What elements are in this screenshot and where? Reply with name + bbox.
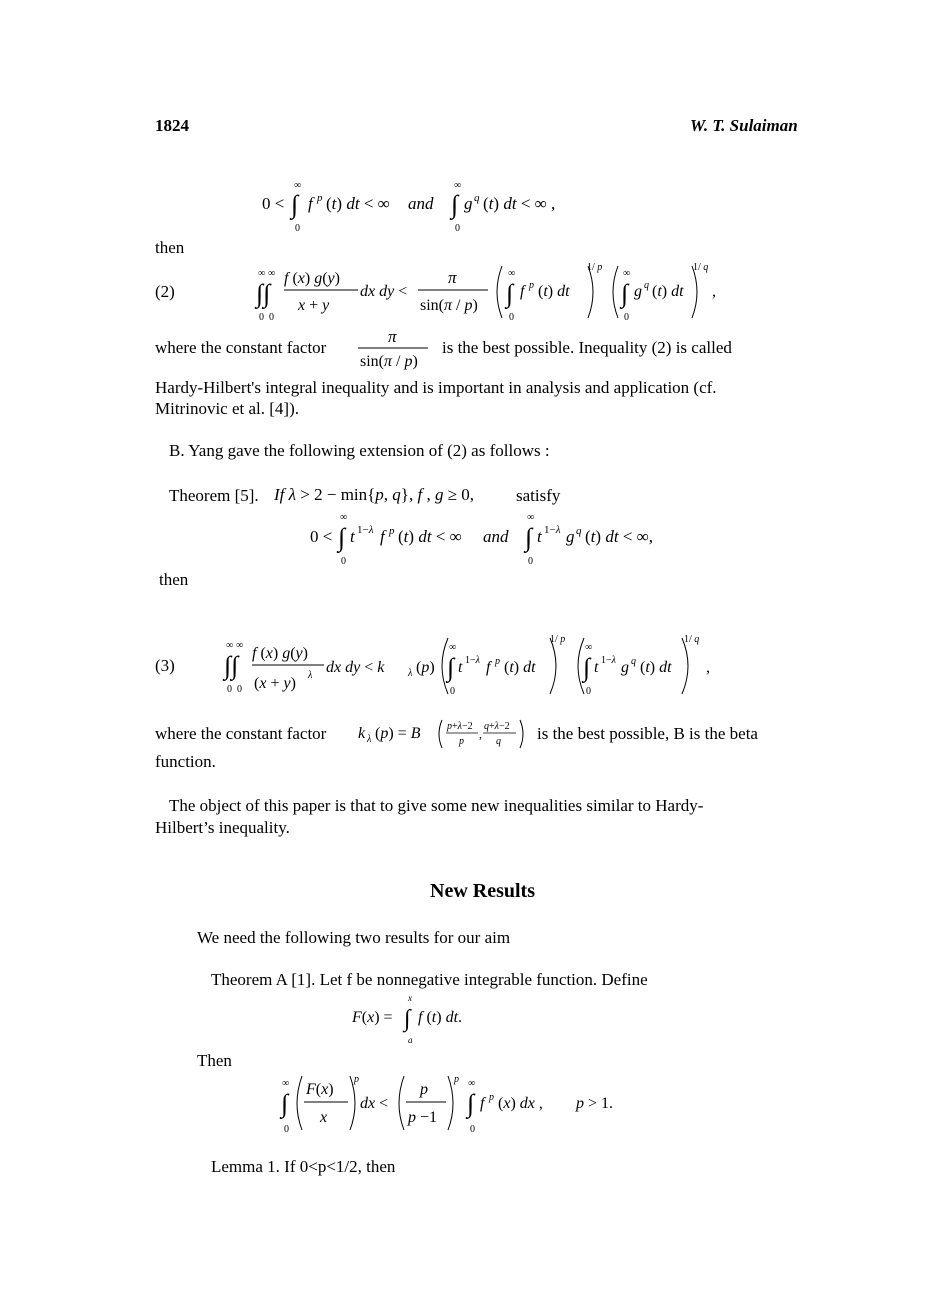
svg-text:1−λ: 1−λ xyxy=(601,655,616,666)
svg-text:p: p xyxy=(454,1074,459,1085)
svg-text:0: 0 xyxy=(470,1124,475,1135)
svg-text:p: p xyxy=(459,736,464,747)
constant-factor-fraction xyxy=(356,326,436,370)
svg-text:0: 0 xyxy=(624,312,629,323)
svg-text:q: q xyxy=(576,525,582,537)
svg-text:0: 0 xyxy=(528,556,533,566)
constant-factor-2-pre: where the constant factor xyxy=(155,724,327,743)
svg-text:sin(π / p): sin(π / p) xyxy=(360,353,418,370)
upper-limit: ∞ xyxy=(294,180,302,191)
svg-text:p: p xyxy=(489,1092,494,1103)
svg-text:f (t) dt.: f (t) dt. xyxy=(418,1009,463,1026)
section-heading: New Results xyxy=(430,880,535,902)
svg-text:sin(π / p): sin(π / p) xyxy=(420,297,478,314)
eq-label-2: (2) xyxy=(155,282,175,301)
yang-inequality xyxy=(220,630,720,700)
svg-text:f: f xyxy=(486,659,491,676)
svg-text:(t) dt: (t) dt xyxy=(504,659,536,676)
paragraph-line: Hardy-Hilbert's integral inequality and is important in analysis and application (cf. xyxy=(155,378,717,397)
svg-text:q+λ−2: q+λ−2 xyxy=(484,721,510,732)
lower-limit: 0 xyxy=(295,223,300,234)
svg-text:p > 1.: p > 1. xyxy=(576,1095,614,1112)
svg-text:q: q xyxy=(496,736,501,747)
constant-factor-pre: where the constant factor xyxy=(155,338,327,357)
svg-text:0: 0 xyxy=(341,556,346,566)
lemma-1: Lemma 1. If 0<p<1/2, then xyxy=(211,1157,396,1176)
svg-text:1/ p: 1/ p xyxy=(550,634,566,645)
svg-text:π: π xyxy=(388,327,397,346)
svg-text:dx dy < k: dx dy < k xyxy=(326,659,385,676)
svg-text:0: 0 xyxy=(455,223,460,234)
svg-text:∫: ∫ xyxy=(583,653,591,682)
svg-text:∞: ∞ xyxy=(268,268,276,279)
svg-text:f: f xyxy=(520,283,525,300)
svg-text:π: π xyxy=(448,268,457,287)
svg-text:∫: ∫ xyxy=(506,279,514,308)
svg-text:(t) dt < ∞,: (t) dt < ∞, xyxy=(585,527,654,546)
svg-text:F(x) =: F(x) = xyxy=(352,1009,393,1026)
theorem-5-label: Theorem [5]. xyxy=(169,486,259,505)
svg-text:∞: ∞ xyxy=(226,640,234,651)
svg-text:t: t xyxy=(537,527,542,546)
svg-text:0: 0 xyxy=(227,684,232,695)
svg-text:(t) dt < ∞ ,: (t) dt < ∞ , xyxy=(483,194,556,213)
svg-text:∞: ∞ xyxy=(527,512,535,523)
svg-text:F(x): F(x) xyxy=(306,1081,334,1098)
svg-text:x + y: x + y xyxy=(298,297,330,314)
svg-text:(p): (p) xyxy=(416,659,435,676)
svg-text:∫: ∫ xyxy=(338,523,346,552)
svg-text:p: p xyxy=(389,525,395,537)
svg-text:∫: ∫ xyxy=(621,279,629,308)
svg-text:1−λ: 1−λ xyxy=(465,655,480,666)
running-author: W. T. Sulaiman xyxy=(690,116,798,135)
svg-text:(x) dx ,: (x) dx , xyxy=(498,1095,543,1112)
paragraph-line: The object of this paper is that to give some new inequalities similar to Hardy- xyxy=(169,796,704,815)
svg-text:,: , xyxy=(712,283,716,300)
svg-text:1/ q: 1/ q xyxy=(684,634,700,645)
svg-text:f: f xyxy=(308,194,313,213)
svg-text:q: q xyxy=(631,656,636,667)
svg-text:dx <: dx < xyxy=(360,1095,389,1112)
svg-text:∞: ∞ xyxy=(258,268,266,279)
svg-text:∫: ∫ xyxy=(525,523,533,552)
svg-text:x: x xyxy=(320,1109,328,1126)
svg-text:g: g xyxy=(566,527,575,546)
function-word: function. xyxy=(155,752,216,771)
svg-text:∫: ∫ xyxy=(451,190,459,219)
svg-text:1−λ: 1−λ xyxy=(544,524,561,536)
svg-text:0: 0 xyxy=(284,1124,289,1135)
paragraph-line: Hilbert’s inequality. xyxy=(155,818,290,837)
hardy-hilbert-inequality xyxy=(250,258,720,326)
then-2: then xyxy=(159,570,189,589)
svg-text:f: f xyxy=(480,1095,485,1112)
svg-text:q: q xyxy=(644,280,649,291)
svg-text:∞: ∞ xyxy=(585,642,593,653)
paragraph-line: Mitrinovic et al. [4]). xyxy=(155,399,299,418)
svg-text:and: and xyxy=(483,527,509,546)
eq-lead: 0 < xyxy=(262,194,285,213)
svg-text:x: x xyxy=(408,993,412,1003)
svg-text:0: 0 xyxy=(237,684,242,695)
svg-text:∞: ∞ xyxy=(236,640,244,651)
svg-text:∞: ∞ xyxy=(449,642,457,653)
svg-text:∫: ∫ xyxy=(404,1006,411,1032)
svg-text:p: p xyxy=(495,656,500,667)
svg-text:λ: λ xyxy=(408,668,413,679)
svg-text:∞: ∞ xyxy=(340,512,348,523)
svg-text:∞: ∞ xyxy=(468,1078,476,1089)
svg-text:dx dy <: dx dy < xyxy=(360,283,408,300)
svg-text:0: 0 xyxy=(259,312,264,323)
svg-text:(p) = B: (p) = B xyxy=(375,725,421,742)
page-number: 1824 xyxy=(155,116,189,135)
yang-intro: B. Yang gave the following extension of (2) as follows : xyxy=(169,441,550,460)
theorem-5-condition xyxy=(268,480,513,510)
svg-text:g: g xyxy=(464,194,473,213)
definition-equation xyxy=(350,990,490,1046)
constant-factor-post: is the best possible. Inequality (2) is called xyxy=(442,338,732,357)
svg-text:f (x) g(y): f (x) g(y) xyxy=(252,645,308,662)
theorem-5-satisfy: satisfy xyxy=(516,486,561,505)
svg-text:p: p xyxy=(354,1074,359,1085)
svg-text:λ: λ xyxy=(367,734,372,745)
svg-text:p: p xyxy=(317,192,323,204)
svg-text:(t) dt: (t) dt xyxy=(640,659,672,676)
svg-text:0: 0 xyxy=(509,312,514,323)
svg-text:t: t xyxy=(350,527,355,546)
svg-text:t: t xyxy=(594,659,599,676)
theorem-a: Theorem A [1]. Let f be nonnegative integrable function. Define xyxy=(211,970,648,989)
svg-text:a: a xyxy=(408,1035,413,1045)
svg-text:(t) dt < ∞: (t) dt < ∞ xyxy=(398,527,462,546)
svg-text:∫∫: ∫∫ xyxy=(256,279,271,308)
svg-text:q: q xyxy=(474,192,480,204)
hardy-inequality xyxy=(278,1072,638,1136)
svg-text:k: k xyxy=(358,725,366,742)
svg-text:∫: ∫ xyxy=(291,190,299,219)
svg-text:t: t xyxy=(458,659,463,676)
condition-equation-2 xyxy=(300,508,680,566)
svg-text:,: , xyxy=(479,727,482,741)
svg-text:(t) dt < ∞: (t) dt < ∞ xyxy=(326,194,390,213)
svg-text:∞: ∞ xyxy=(454,180,462,191)
svg-text:g: g xyxy=(621,659,629,676)
svg-text:1/ p: 1/ p xyxy=(587,262,603,273)
svg-text:0: 0 xyxy=(269,312,274,323)
svg-text:∫: ∫ xyxy=(281,1089,289,1118)
svg-text:(x + y): (x + y) xyxy=(254,675,296,692)
svg-text:λ: λ xyxy=(308,670,313,681)
svg-text:0: 0 xyxy=(450,686,455,697)
and-word: and xyxy=(408,194,434,213)
svg-text:p: p xyxy=(420,1081,428,1098)
svg-text:(t) dt: (t) dt xyxy=(652,283,684,300)
svg-text:If λ > 2 − min{p, q}, f , g: If λ > 2 − min{p, q}, f , g ≥ 0, xyxy=(274,485,475,504)
svg-text:g: g xyxy=(634,283,642,300)
constant-factor-2-post: is the best possible, B is the beta xyxy=(537,724,758,743)
svg-text:1/ q: 1/ q xyxy=(693,262,709,273)
svg-text:p: p xyxy=(529,280,534,291)
svg-text:∫: ∫ xyxy=(447,653,455,682)
svg-text:0: 0 xyxy=(586,686,591,697)
beta-constant xyxy=(356,716,532,752)
svg-text:f: f xyxy=(380,527,385,546)
svg-text:p+λ−2: p+λ−2 xyxy=(447,721,473,732)
svg-text:f (x) g(y): f (x) g(y) xyxy=(284,270,340,287)
svg-text:,: , xyxy=(706,659,710,676)
svg-text:∞: ∞ xyxy=(623,268,631,279)
then-1: then xyxy=(155,238,185,257)
svg-text:p −1: p −1 xyxy=(408,1109,438,1126)
svg-text:∫∫: ∫∫ xyxy=(224,651,239,680)
svg-text:0 <: 0 < xyxy=(310,527,333,546)
svg-text:∫: ∫ xyxy=(467,1089,475,1118)
condition-equation-1 xyxy=(250,178,630,234)
svg-text:1−λ: 1−λ xyxy=(357,524,374,536)
svg-text:∞: ∞ xyxy=(508,268,516,279)
eq-label-3: (3) xyxy=(155,656,175,675)
then-3: Then xyxy=(197,1051,232,1070)
svg-text:(t) dt: (t) dt xyxy=(538,283,570,300)
svg-text:∞: ∞ xyxy=(282,1078,290,1089)
need-line: We need the following two results for our aim xyxy=(197,928,511,947)
